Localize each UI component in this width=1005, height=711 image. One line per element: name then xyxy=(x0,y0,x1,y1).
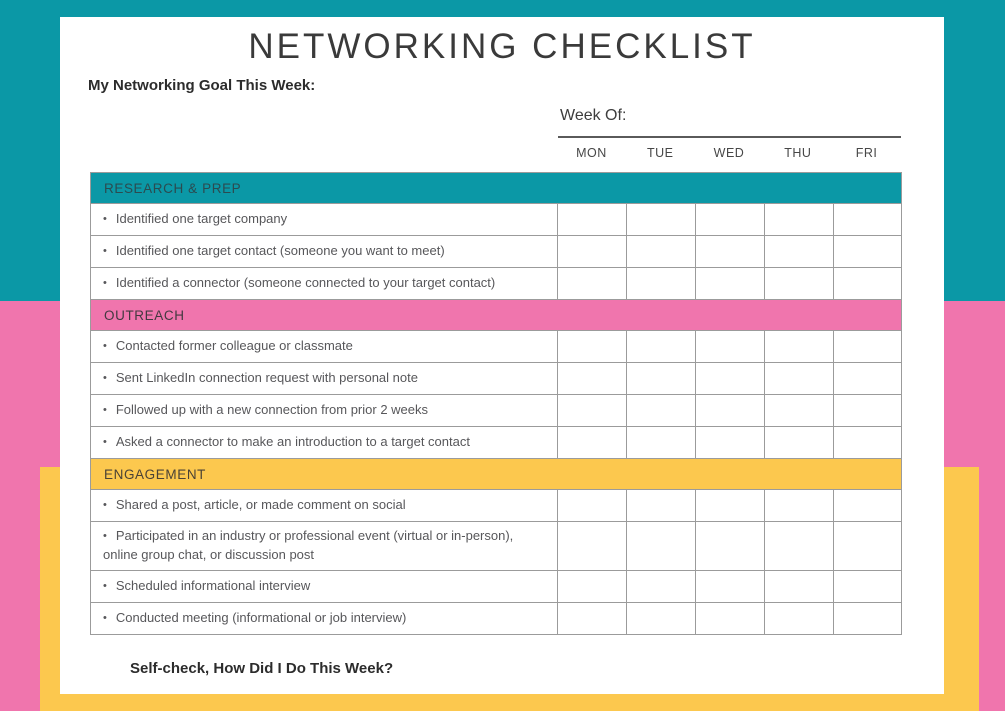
section-header-row xyxy=(91,173,902,204)
day-cell-wed[interactable] xyxy=(696,204,765,236)
day-cell-fri[interactable] xyxy=(834,602,902,634)
task-cell xyxy=(91,268,558,300)
day-cell-tue[interactable] xyxy=(627,236,696,268)
bullet-icon: • xyxy=(103,340,107,353)
section-header: ENGAGEMENT xyxy=(91,459,902,490)
section-header: RESEARCH & PREP xyxy=(91,173,902,204)
day-cell-wed[interactable] xyxy=(696,363,765,395)
day-cell-fri[interactable] xyxy=(834,268,902,300)
day-cell-tue[interactable] xyxy=(627,522,696,571)
day-cell-fri[interactable] xyxy=(834,363,902,395)
day-cell-mon[interactable] xyxy=(558,570,627,602)
day-cell-mon[interactable] xyxy=(558,268,627,300)
day-header-mon: MON xyxy=(576,146,607,160)
day-cell-wed[interactable] xyxy=(696,570,765,602)
day-cell-wed[interactable] xyxy=(696,490,765,522)
task-label: Sent LinkedIn connection request with personal note xyxy=(115,370,418,386)
goal-label: My Networking Goal This Week: xyxy=(88,77,316,94)
day-cell-tue[interactable] xyxy=(627,204,696,236)
task-label: Identified a connector (someone connected to your target contact) xyxy=(115,275,496,291)
task-label: Scheduled informational interview xyxy=(115,577,311,593)
task-cell xyxy=(91,395,558,427)
task-cell xyxy=(91,236,558,268)
day-cell-thu[interactable] xyxy=(765,570,834,602)
checklist-row xyxy=(91,204,902,236)
checklist-table-wrap xyxy=(90,172,901,635)
day-cell-mon[interactable] xyxy=(558,204,627,236)
task-cell xyxy=(91,204,558,236)
checklist-row xyxy=(91,602,902,634)
day-cell-fri[interactable] xyxy=(834,490,902,522)
day-cell-tue[interactable] xyxy=(627,395,696,427)
checklist-row xyxy=(91,363,902,395)
day-cell-fri[interactable] xyxy=(834,395,902,427)
bullet-icon: • xyxy=(103,213,107,226)
page-title: NETWORKING CHECKLIST xyxy=(248,27,756,66)
task-cell xyxy=(91,331,558,363)
task-cell xyxy=(91,570,558,602)
day-cell-mon[interactable] xyxy=(558,427,627,459)
checklist-row xyxy=(91,570,902,602)
bullet-icon: • xyxy=(103,245,107,258)
bullet-icon: • xyxy=(103,499,107,512)
checklist-row xyxy=(91,268,902,300)
bullet-icon: • xyxy=(103,579,107,592)
day-cell-tue[interactable] xyxy=(627,570,696,602)
day-cell-tue[interactable] xyxy=(627,331,696,363)
day-cell-wed[interactable] xyxy=(696,395,765,427)
task-cell xyxy=(91,490,558,522)
day-cell-mon[interactable] xyxy=(558,490,627,522)
checklist-row xyxy=(91,427,902,459)
day-cell-fri[interactable] xyxy=(834,236,902,268)
checklist-row xyxy=(91,236,902,268)
day-cell-mon[interactable] xyxy=(558,522,627,571)
bullet-icon: • xyxy=(103,404,107,417)
day-cell-wed[interactable] xyxy=(696,522,765,571)
day-cell-thu[interactable] xyxy=(765,427,834,459)
section-header-row xyxy=(91,300,902,331)
section-header: OUTREACH xyxy=(91,300,902,331)
day-cell-mon[interactable] xyxy=(558,395,627,427)
day-cell-wed[interactable] xyxy=(696,331,765,363)
day-cell-thu[interactable] xyxy=(765,204,834,236)
day-cell-wed[interactable] xyxy=(696,268,765,300)
checklist-row xyxy=(91,331,902,363)
day-cell-tue[interactable] xyxy=(627,363,696,395)
day-cell-wed[interactable] xyxy=(696,427,765,459)
day-cell-fri[interactable] xyxy=(834,570,902,602)
day-cell-tue[interactable] xyxy=(627,602,696,634)
day-cell-thu[interactable] xyxy=(765,602,834,634)
bullet-icon: • xyxy=(103,436,107,449)
self-check-label: Self-check, How Did I Do This Week? xyxy=(130,660,394,677)
task-label: Asked a connector to make an introduction to a target contact xyxy=(115,434,470,450)
day-cell-tue[interactable] xyxy=(627,490,696,522)
section-header-row xyxy=(91,459,902,490)
task-label: Followed up with a new connection from prior 2 weeks xyxy=(115,402,429,418)
task-cell xyxy=(91,522,558,571)
day-cell-thu[interactable] xyxy=(765,490,834,522)
day-cell-mon[interactable] xyxy=(558,602,627,634)
day-cell-fri[interactable] xyxy=(834,204,902,236)
day-cell-thu[interactable] xyxy=(765,236,834,268)
day-cell-wed[interactable] xyxy=(696,236,765,268)
day-cell-wed[interactable] xyxy=(696,602,765,634)
task-cell xyxy=(91,427,558,459)
task-label: Conducted meeting (informational or job interview) xyxy=(115,609,407,625)
checklist-row xyxy=(91,522,902,571)
day-cell-thu[interactable] xyxy=(765,268,834,300)
checklist-table xyxy=(90,172,902,635)
day-header-tue: TUE xyxy=(646,146,674,160)
day-header-fri: FRI xyxy=(855,146,878,160)
bullet-icon: • xyxy=(103,277,107,290)
day-cell-mon[interactable] xyxy=(558,236,627,268)
week-of-label: Week Of: xyxy=(560,107,627,124)
task-label: Contacted former colleague or classmate xyxy=(115,338,353,354)
day-header-thu: THU xyxy=(784,146,812,160)
day-cell-fri[interactable] xyxy=(834,427,902,459)
day-cell-mon[interactable] xyxy=(558,363,627,395)
task-label: Identified one target contact (someone you want to meet) xyxy=(115,243,445,259)
day-cell-fri[interactable] xyxy=(834,331,902,363)
task-label: Shared a post, article, or made comment on social xyxy=(115,497,406,513)
day-cell-fri[interactable] xyxy=(834,522,902,571)
day-header-row xyxy=(557,146,901,160)
day-cell-thu[interactable] xyxy=(765,363,834,395)
checklist-row xyxy=(91,490,902,522)
checklist-card xyxy=(60,17,944,694)
task-label: Identified one target company xyxy=(115,211,288,227)
week-of-line xyxy=(558,136,901,138)
checklist-row xyxy=(91,395,902,427)
task-cell xyxy=(91,363,558,395)
day-cell-thu[interactable] xyxy=(765,522,834,571)
day-cell-mon[interactable] xyxy=(558,331,627,363)
bullet-icon: • xyxy=(103,611,107,624)
task-label: Participated in an industry or professional event (virtual or in-person), online group chat, or discussion post xyxy=(103,528,514,562)
day-header-wed: WED xyxy=(713,146,745,160)
bullet-icon: • xyxy=(103,530,107,542)
task-cell xyxy=(91,602,558,634)
day-cell-tue[interactable] xyxy=(627,427,696,459)
bullet-icon: • xyxy=(103,372,107,385)
day-cell-thu[interactable] xyxy=(765,331,834,363)
day-cell-thu[interactable] xyxy=(765,395,834,427)
day-cell-tue[interactable] xyxy=(627,268,696,300)
